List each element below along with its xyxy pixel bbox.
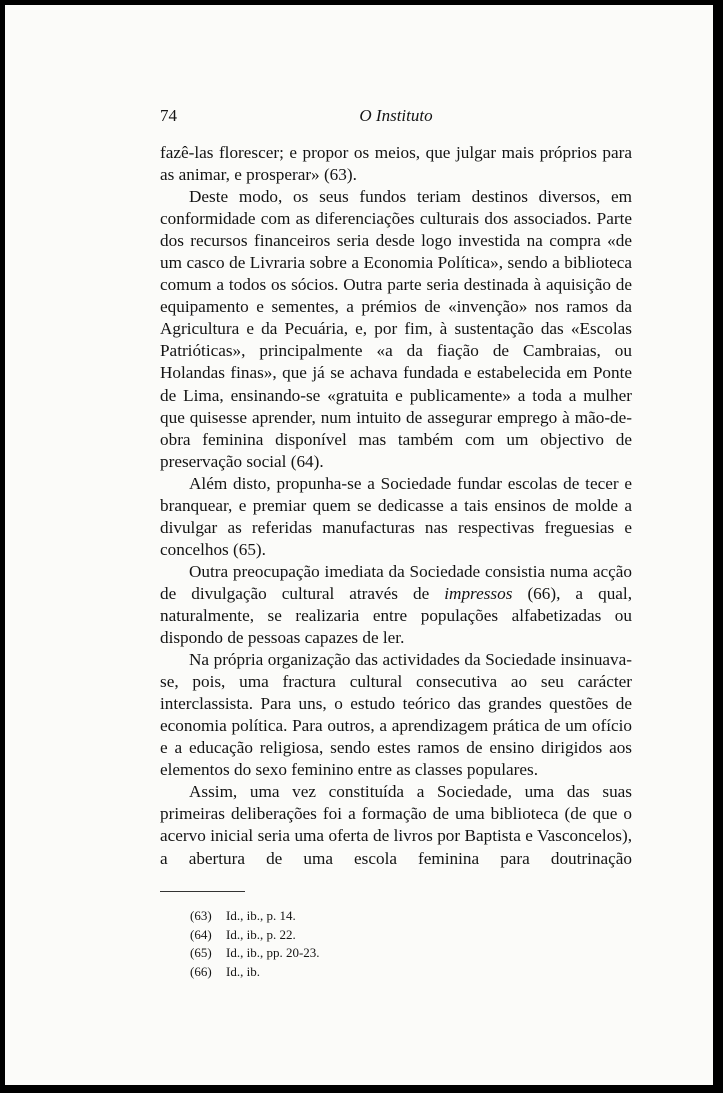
paragraph-3: Além disto, propunha-se a Sociedade fundar escolas de tecer e branquear, e premiar quem se dedicasse a tais ensinos de molde a divulgar as referidas manufacturas nas respectivas freguesias e concelhos (65).: [160, 473, 632, 559]
paragraph-5: Na própria organização das actividades da Sociedade insinuava-se, pois, uma fractura cultural consecutiva ao seu carácter interclassista. Para uns, o estudo teórico das grandes questões de economia política. Para outros, a aprendizagem prática de um ofício e a educação religiosa, sendo estes ramos de ensino dirigidos aos elementos do sexo feminino entre as classes populares.: [160, 650, 632, 780]
paragraph-6: Assim, uma vez constituída a Sociedade, uma das suas primeiras deliberações foi a formação de uma biblioteca (de que o acervo inicial seria uma oferta de livros por Baptista e Vasconcelos), a abertura de uma escola feminina para doutrinação: [160, 782, 632, 868]
footnote-number: (66): [190, 963, 212, 979]
body-text: [160, 142, 632, 870]
paragraph-1: fazê-las florescer; e propor os meios, que julgar mais próprios para as animar, e prosperar» (63).: [160, 143, 632, 185]
footnote-64: [190, 926, 490, 945]
footnote-text: Id., ib.: [226, 963, 260, 979]
page-number: 74: [160, 106, 177, 125]
footnote-65: [190, 944, 490, 963]
footnote-text: Id., ib., p. 22.: [226, 926, 296, 942]
footnotes: [190, 907, 490, 981]
paragraph-4-text-start: Outra preocupação imediata da Sociedade consistia numa acção de divulgação cultural através de: [160, 561, 632, 603]
footnote-number: (65): [190, 945, 212, 960]
italic-term-impressos: impressos: [444, 583, 513, 603]
footnote-66: [190, 963, 490, 982]
paragraph-4-text-end: (66), a qual, naturalmente, se realizaria entre populações alfabetizadas ou dispondo de pessoas capazes de ler.: [160, 583, 632, 648]
footnote-number: (63): [190, 908, 212, 923]
book-page: [5, 5, 713, 1085]
paragraph-2: Deste modo, os seus fundos teriam destinos diversos, em conformidade com as diferenciações culturais dos associados. Parte dos recursos financeiros seria desde logo investida na compra «de um casco de Livraria sobre a Economia Política», sendo a biblioteca comum a todos os sócios. Outra parte seria destinada à aquisição de equipamento e sementes, a prémios de «invenção» nos ramos da Agricultura e da Pecuária, e, por fim, à sustentação das «Escolas Patrióticas», principalmente «a da fiação de Cambraias, ou Holandas finas», que já se achava fundada e estabelecida em Ponte de Lima, ensinando-se «gratuita e publicamente» a toda a mulher que quisesse aprender, num intuito de assegurar emprego à mão-de-obra feminina disponível mas também com um objectivo de preservação social (64).: [160, 187, 632, 471]
footnote-number: (64): [190, 926, 212, 942]
footnote-text: Id., ib., pp. 20-23.: [226, 945, 320, 960]
footnote-63: [190, 907, 490, 926]
footnote-text: Id., ib., p. 14.: [226, 908, 296, 923]
paragraph-4: [160, 561, 632, 649]
footnote-separator: [160, 891, 245, 892]
page-header: [160, 106, 632, 130]
running-title: O Instituto: [359, 106, 433, 125]
